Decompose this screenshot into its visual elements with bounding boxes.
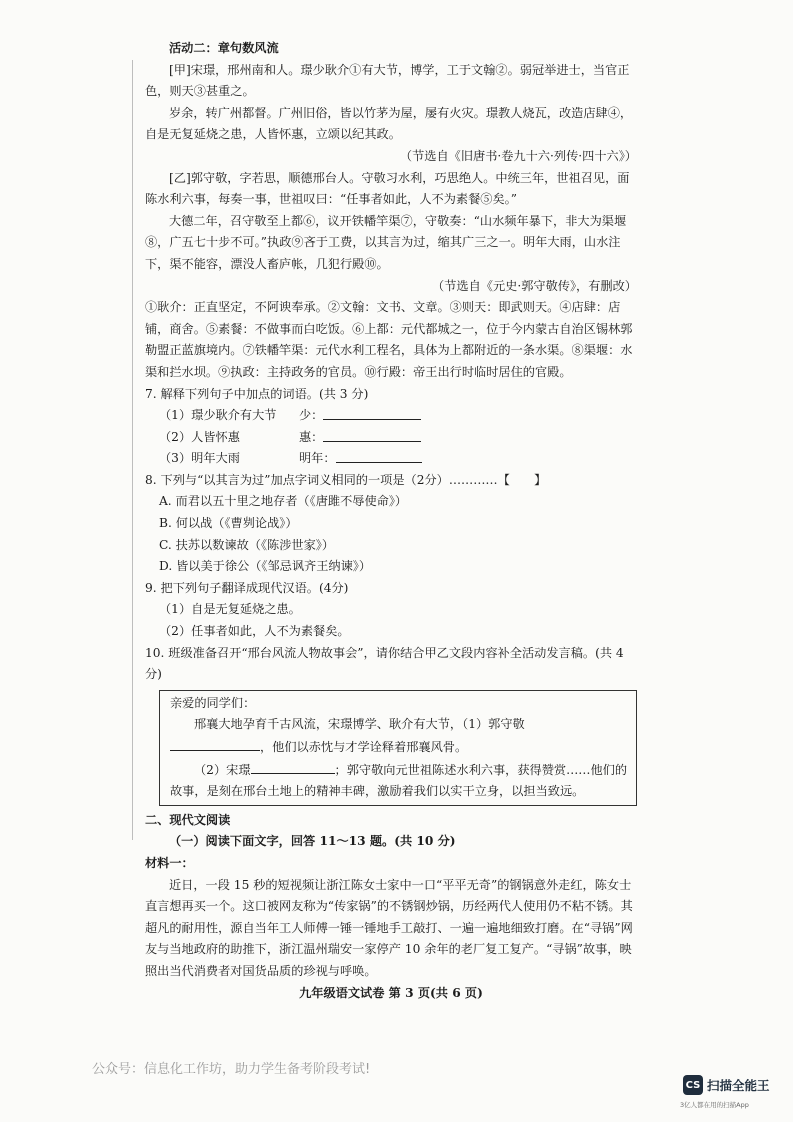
q9-item-2: （2）任事者如此，人不为素餐矣。 [159, 624, 350, 639]
q9-stem: 9. 把下列句子翻译成现代汉语。(4分) [145, 580, 349, 595]
page-footer: 九年级语文试卷 第 3 页(共 6 页) [299, 985, 483, 1000]
speech-p1-cont: ，他们以赤忱与才学诠释着邢襄风骨。 [170, 736, 628, 759]
q9-item-1: （1）自是无复延烧之患。 [159, 602, 301, 617]
passage-jia-p2: 岁余，转广州都督。广州旧俗，皆以竹茅为屋，屡有火灾。璟教人烧瓦，改造店肆④，自是无复延烧之患，人皆怀惠，立颂以纪其政。 [145, 105, 633, 142]
jia-source: （节选自《旧唐书·卷九十六·列传·四十六》） [399, 148, 637, 163]
q8-option-d: D. 皆以美于徐公（《邹忌讽齐王纳谏》） [159, 559, 372, 574]
answer-blank[interactable] [336, 448, 422, 463]
camscanner-logo-icon: CS [683, 1075, 703, 1095]
speech-box [159, 690, 637, 806]
section-subheading: （一）阅读下面文字，回答 11～13 题。(共 10 分) [169, 834, 456, 849]
annotations: ①耿介：正直坚定，不阿谀奉承。②文翰：文书、文章。③则天：即武则天。④店肆：店铺，商舍。⑤素餐：不做事而白吃饭。⑥上都：元代都城之一，位于今内蒙古自治区锡林郭勒盟正蓝旗境内。⑦铁幡竿渠：元代水利工程名，具体为上都附近的一条水渠。⑧渠堰：水渠和拦水坝。⑨执政：主持政务的官员。⑩行殿：帝王出行时临时居住的官殿。 [145, 300, 633, 379]
passage-jia-p1: [甲]宋璟，邢州南和人。璟少耿介①有大节，博学，工于文翰②。弱冠举进士，当官正色，则天③甚重之。 [145, 62, 630, 99]
speech-p2: （2）宋璟 ；郭守敬向元世祖陈述水利六事，获得赞赏……他们的故事，是刻在邢台土地上的精神丰碑，激励着我们以实干立身，以担当致远。 [170, 759, 628, 803]
answer-blank[interactable] [323, 405, 421, 420]
passage-yi-p1: [乙]郭守敬，字若思，顺德邢台人。守敬习水利，巧思绝人。中统三年，世祖召见，面陈水利六事，每奏一事，世祖叹曰：“任事者如此，人不为素餐⑤矣。” [145, 170, 630, 207]
answer-blank[interactable] [170, 736, 260, 751]
q10-stem: 10. 班级准备召开“邢台风流人物故事会”，请你结合甲乙文段内容补全活动发言稿。(共 4 分) [145, 645, 624, 682]
watermark-text: 公众号：信息化工作坊，助力学生备考阶段考试! [92, 1062, 371, 1077]
brand-name: 扫描全能王 [707, 1078, 770, 1093]
passage-yi-p2: 大德二年，召守敬至上都⑥，议开铁幡竿渠⑦，守敬奏：“山水频年暴下，非大为渠堰⑧，广五七十步不可。”执政⑨吝于工费，以其言为过，缩其广三之一。明年大雨，山水注下，渠不能容，漂没人畜庐帐，几犯行殿⑩。 [145, 213, 627, 271]
margin-line [132, 60, 133, 840]
speech-p1: 邢襄大地孕育千古风流，宋璟博学、耿介有大节，（1）郭守敬 [194, 717, 525, 732]
answer-blank[interactable] [323, 427, 421, 442]
q7-stem: 7. 解释下列句子中加点的词语。(共 3 分) [145, 386, 369, 401]
speech-greeting: 亲爱的同学们： [170, 695, 256, 710]
q8-option-c: C. 扶苏以数谏故（《陈涉世家》） [159, 537, 335, 552]
activity-heading: 活动二：章句数风流 [169, 41, 279, 55]
q8-option-a: A. 而君以五十里之地存者（《唐雎不辱使命》） [159, 494, 408, 509]
exam-page [145, 38, 637, 1004]
material-text: 近日，一段 15 秒的短视频让浙江陈女士家中一口“平平无奇”的钢锅意外走红，陈女士直言想再买一个。这口被网友称为“传家锅”的不锈钢炒锅，历经两代人使用仍不粘不锈。其超凡的耐用性，源自当年工人师傅一锤一锤地手工敲打、一遍一遍地细致打磨。在“寻锅”网友与当地政府的助推下，浙江温州瑞安一家停产 10 余年的老厂复工复产。“寻锅”故事，映照出当代消费者对国货品质的珍视与呼唤。 [145, 877, 633, 978]
yi-source: （节选自《元史·郭守敬传》，有删改） [432, 278, 637, 293]
material-label: 材料一： [145, 855, 194, 870]
brand-tagline: 3亿人都在用的扫描App [680, 1101, 749, 1109]
answer-blank[interactable] [251, 759, 335, 774]
section-heading: 二、现代文阅读 [145, 812, 231, 827]
scanner-brand [683, 1075, 770, 1095]
q8-stem: 8. 下列与“以其言为过”加点字词义相同的一项是（2分）…………【 】 [145, 472, 547, 487]
q7-item: （3）明年大雨 明年： [145, 448, 637, 470]
q7-item: （2）人皆怀惠 惠： [145, 427, 637, 449]
q8-option-b: B. 何以战（《曹刿论战》） [159, 516, 298, 531]
q7-item: （1）璟少耿介有大节 少： [145, 405, 637, 427]
